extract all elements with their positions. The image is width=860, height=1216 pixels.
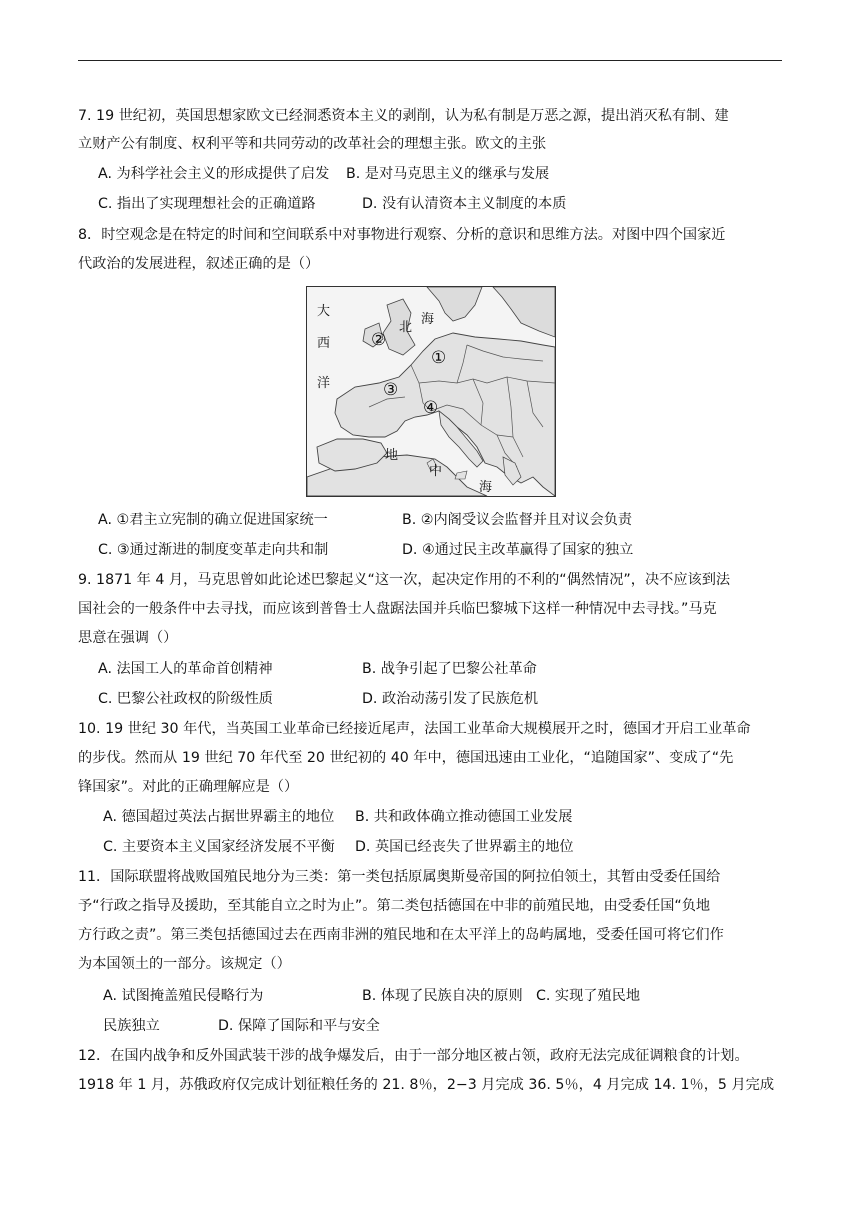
q10-option-d: D. 英国已经丧失了世界霸主的地位 <box>355 839 574 855</box>
q7-option-c: C. 指出了实现理想社会的正确道路 <box>98 196 316 212</box>
q9-option-c: C. 巴黎公社政权的阶级性质 <box>98 691 273 707</box>
map-label-hai-north: 海 <box>421 312 435 327</box>
q7-stem-line-2: 立财产公有制度、权利平等和共同劳动的改革社会的理想主张。欧文的主张 <box>78 136 547 152</box>
map-label-xi: 西 <box>317 336 331 351</box>
q12-stem-line-2: 1918 年 1 月，苏俄政府仅完成计划征粮任务的 21. 8％，2−3 月完成 36. 5％，4 月完成 14. 1％，5 月完成 <box>78 1077 775 1093</box>
q9-stem-line-1: 9. 1871 年 4 月，马克思曾如此论述巴黎起义“这一次，起决定作用的不利的“偶然情况”，决不应该到法 <box>78 572 731 588</box>
q11-option-c: C. 实现了殖民地 <box>536 988 641 1004</box>
map-label-hai-med: 海 <box>479 480 493 495</box>
q8-option-b: B. ②内阁受议会监督并且对议会负责 <box>402 512 633 528</box>
q11-stem-line-4: 为本国领土的一部分。该规定（） <box>78 956 291 972</box>
q9-option-a: A. 法国工人的革命首创精神 <box>98 661 273 677</box>
q10-stem-line-1: 10. 19 世纪 30 年代，当英国工业革命已经接近尾声，法国工业革命大规模展开之时，德国才开启工业革命 <box>78 721 751 737</box>
q11-option-a: A. 试图掩盖殖民侵略行为 <box>103 988 264 1004</box>
q10-stem-line-2: 的步伐。然而从 19 世纪 70 年代至 20 世纪初的 40 年中，德国迅速由工业化，“追随国家”、变成了“先 <box>78 750 734 766</box>
map-marker-4: ④ <box>423 398 439 418</box>
q7-option-a: A. 为科学社会主义的形成提供了启发 <box>98 166 330 182</box>
map-marker-1: ① <box>431 348 447 368</box>
q8-stem-line-2: 代政治的发展进程，叙述正确的是（） <box>78 256 320 272</box>
q8-option-c: C. ③通过渐进的制度变革走向共和制 <box>98 542 329 558</box>
q11-option-d: D. 保障了国际和平与安全 <box>218 1018 380 1034</box>
q8-stem-line-1: 8．时空观念是在特定的时间和空间联系中对事物进行观察、分析的意识和思维方法。对图中四个国家近 <box>78 227 726 243</box>
q10-option-c: C. 主要资本主义国家经济发展不平衡 <box>103 839 335 855</box>
q7-stem-line-1: 7. 19 世纪初，英国思想家欧文已经洞悉资本主义的剥削，认为私有制是万恶之源，提出消灭私有制、建 <box>78 108 729 124</box>
europe-map <box>306 286 556 497</box>
q11-stem-line-3: 方行政之责”。第三类包括德国过去在西南非洲的殖民地和在太平洋上的岛屿属地，受委任国可将它们作 <box>78 927 724 943</box>
q8-option-a: A. ①君主立宪制的确立促进国家统一 <box>98 512 328 528</box>
map-marker-2: ② <box>371 330 387 350</box>
q9-stem-line-2: 国社会的一般条件中去寻找，而应该到普鲁士人盘踞法国并兵临巴黎城下这样一种情况中去寻找。”马克 <box>78 601 717 617</box>
map-marker-3: ③ <box>383 380 399 400</box>
map-label-bei: 北 <box>399 320 413 335</box>
q7-option-d: D. 没有认清资本主义制度的本质 <box>362 196 567 212</box>
q9-option-b: B. 战争引起了巴黎公社革命 <box>362 661 537 677</box>
q11-stem-line-1: 11．国际联盟将战败国殖民地分为三类：第一类包括原属奥斯曼帝国的阿拉伯领土，其暂由受委任国给 <box>78 869 721 885</box>
header-rule <box>78 60 782 61</box>
q10-option-a: A. 德国超过英法占据世界霸主的地位 <box>103 809 335 825</box>
q10-stem-line-3: 锋国家”。对此的正确理解应是（） <box>78 779 299 795</box>
q11-stem-line-2: 予“行政之指导及援助，至其能自立之时为止”。第二类包括德国在中非的前殖民地，由受委任国“负地 <box>78 898 711 914</box>
map-label-da: 大 <box>317 304 331 319</box>
q11-option-b: B. 体现了民族自决的原则 <box>362 988 523 1004</box>
q7-option-b: B. 是对马克思主义的继承与发展 <box>346 166 550 182</box>
map-label-zhong: 中 <box>429 464 443 479</box>
map-label-di: 地 <box>385 448 399 463</box>
q11-option-c-continued: 民族独立 <box>103 1018 160 1034</box>
map-label-yang: 洋 <box>317 376 331 391</box>
q12-stem-line-1: 12．在国内战争和反外国武装干涉的战争爆发后，由于一部分地区被占领，政府无法完成征调粮食的计划。 <box>78 1048 749 1064</box>
q9-stem-line-3: 思意在强调（） <box>78 630 178 646</box>
q9-option-d: D. 政治动荡引发了民族危机 <box>362 691 539 707</box>
q10-option-b: B. 共和政体确立推动德国工业发展 <box>355 809 573 825</box>
q8-option-d: D. ④通过民主改革赢得了国家的独立 <box>402 542 634 558</box>
